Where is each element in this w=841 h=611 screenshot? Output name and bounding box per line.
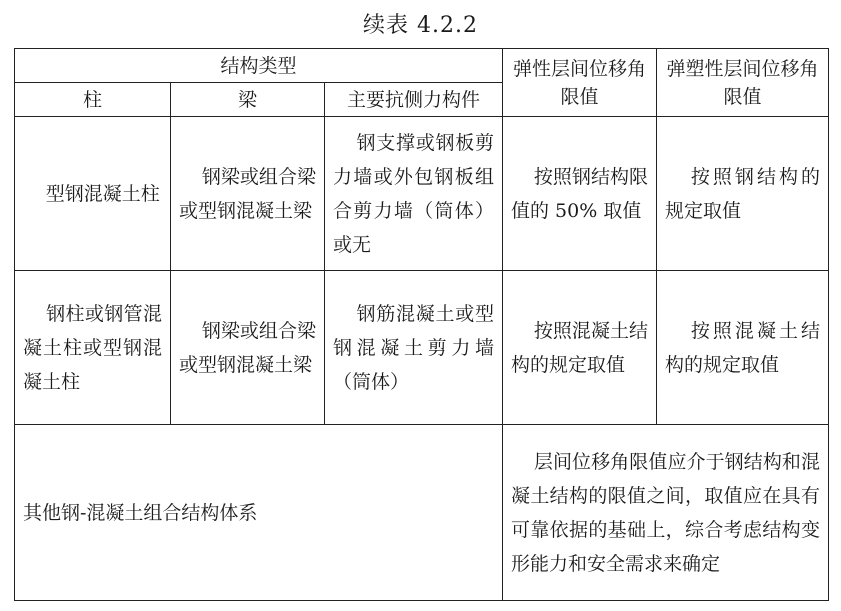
- table-row: [15, 425, 829, 601]
- table-row: [15, 117, 829, 271]
- cell-column: 型钢混凝土柱: [15, 117, 171, 271]
- cell-column: 钢柱或钢管混凝土柱或型钢混凝土柱: [15, 271, 171, 425]
- cell-beam: 钢梁或组合梁或型钢混凝土梁: [171, 117, 325, 271]
- table-row: [15, 271, 829, 425]
- header-row-1: [15, 49, 829, 83]
- header-elastoplastic-limit: 弹塑性层间位移角限值: [657, 49, 829, 117]
- cell-lateral: 钢支撑或钢板剪力墙或外包钢板组合剪力墙（筒体）或无: [325, 117, 503, 271]
- cell-other-system: 其他钢-混凝土组合结构体系: [15, 425, 503, 601]
- cell-lateral: 钢筋混凝土或型钢混凝土剪力墙（筒体）: [325, 271, 503, 425]
- header-column: 柱: [15, 83, 171, 117]
- header-beam: 梁: [171, 83, 325, 117]
- drift-limit-table: [14, 48, 829, 601]
- table-caption: 续表 4.2.2: [363, 13, 478, 38]
- cell-elastoplastic: 按照混凝土结构的规定取值: [657, 271, 829, 425]
- cell-elastic: 按照混凝土结构的规定取值: [503, 271, 657, 425]
- cell-elastoplastic: 按照钢结构的规定取值: [657, 117, 829, 271]
- cell-elastic: 按照钢结构限值的 50% 取值: [503, 117, 657, 271]
- header-structure-type: 结构类型: [15, 49, 503, 83]
- cell-other-limit: 层间位移角限值应介于钢结构和混凝土结构的限值之间，取值应在具有可靠依据的基础上，综合考虑结构变形能力和安全需求来确定: [503, 425, 829, 601]
- header-lateral: 主要抗侧力构件: [325, 83, 503, 117]
- header-elastic-limit: 弹性层间位移角限值: [503, 49, 657, 117]
- cell-beam: 钢梁或组合梁或型钢混凝土梁: [171, 271, 325, 425]
